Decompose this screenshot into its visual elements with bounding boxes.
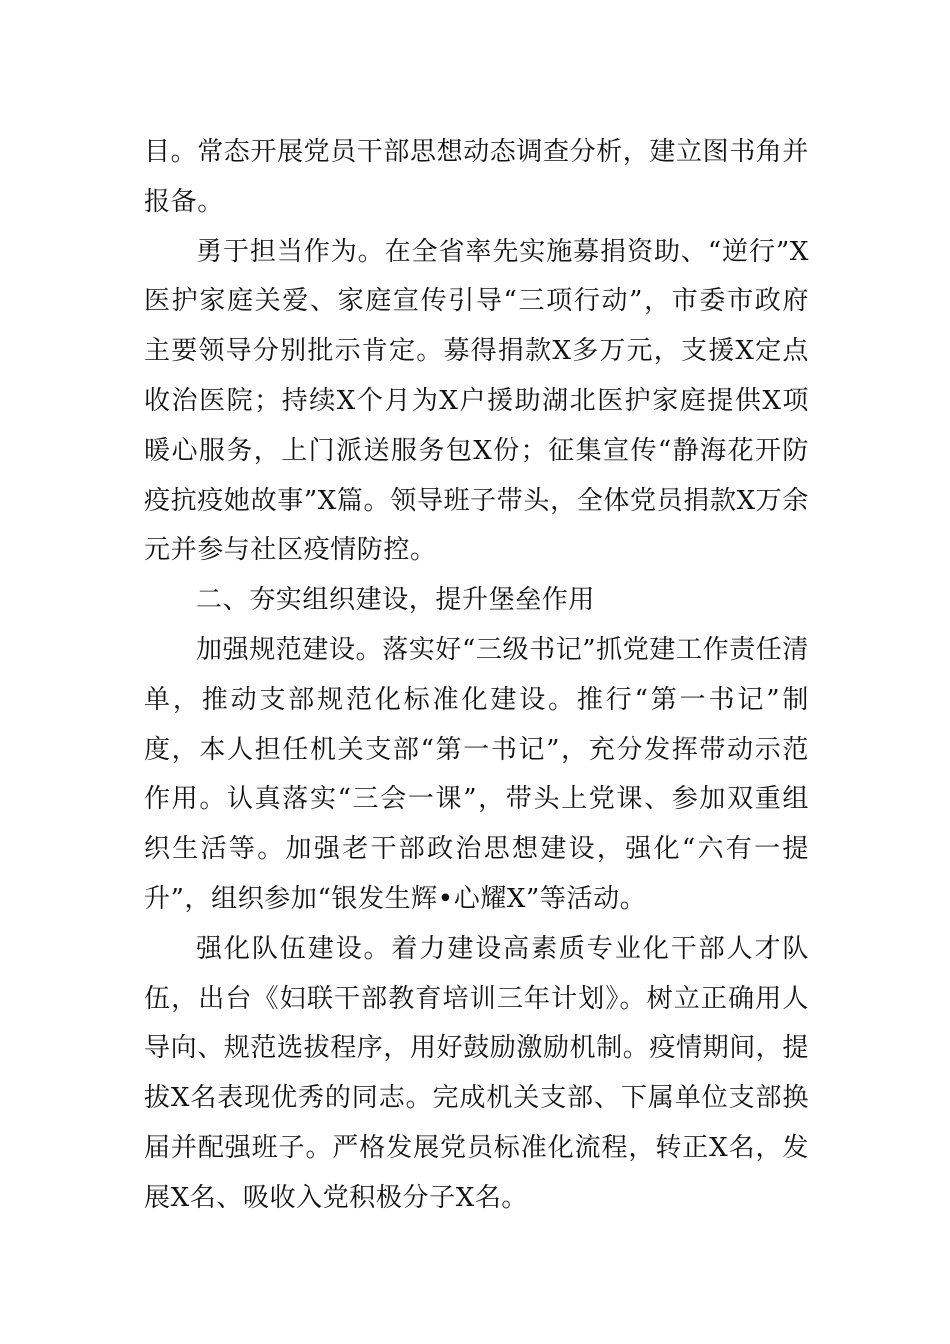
paragraph-courage: 勇于担当作为。在全省率先实施募捐资助、“逆行”X医护家庭关爱、家庭宣传引导“三项行动”，市委市政府主要领导分别批示肯定。募得捐款X多万元，支援X定点收治医院；持续X个月为X户援助湖北医护家庭提供X项暖心服务，上门派送服务包X份；征集宣传“静海花开防疫抗疫她故事”X篇。领导班子带头，全体党员捐款X万余元并参与社区疫情防控。 — [144, 236, 809, 566]
paragraph-standardization: 加强规范建设。落实好“三级书记”抓党建工作责任清单，推动支部规范化标准化建设。推行“第一书记”制度，本人担任机关支部“第一书记”，充分发挥带动示范作用。认真落实“三会一课”，带头上党课、参加双重组织生活等。加强老干部政治思想建设，强化“六有一提升”，组织参加“银发生辉•心耀X”等活动。 — [144, 634, 809, 914]
paragraph-team-building: 强化队伍建设。着力建设高素质专业化干部人才队伍，出台《妇联干部教育培训三年计划》。树立正确用人导向、规范选拔程序，用好鼓励激励机制。疫情期间，提拔X名表现优秀的同志。完成机关支部、下属单位支部换届并配强班子。严格发展党员标准化流程，转正X名，发展X名、吸收入党积极分子X名。 — [144, 933, 810, 1213]
document-body — [144, 128, 809, 1224]
paragraph-continuation: 目。常态开展党员干部思想动态调查分析，建立图书角并报备。 — [144, 137, 810, 217]
section-heading: 二、夯实组织建设，提升堡垒作用 — [196, 585, 596, 616]
